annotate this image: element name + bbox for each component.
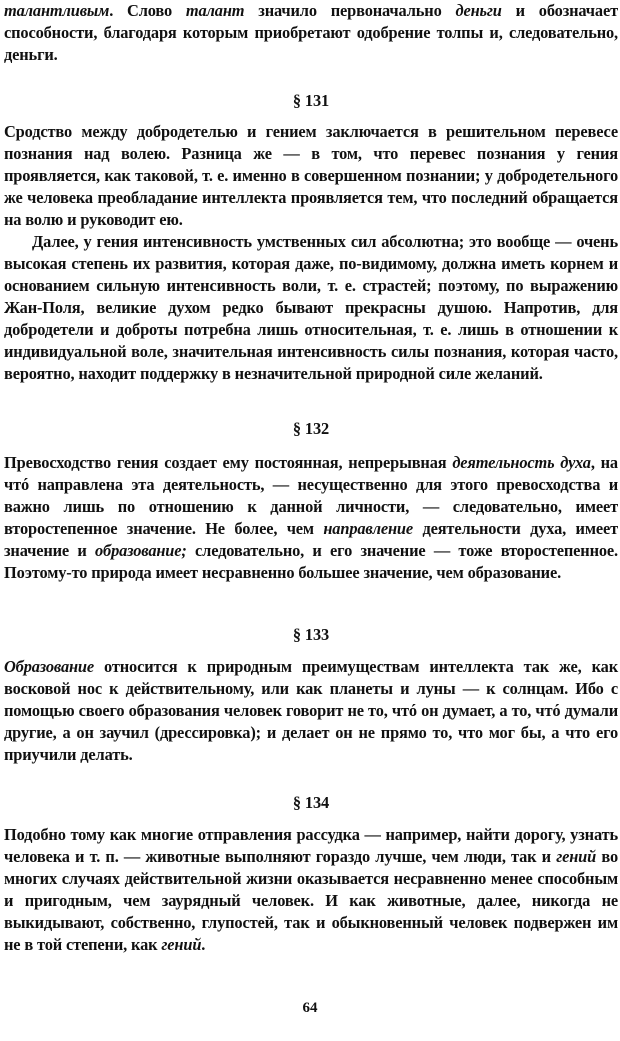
- section-132-paragraph: Превосходство гения создает ему постоянная, непрерывная деятельность духа, на чтó направлена эта деятельность, — несущественно для этого превосходства и важно лишь по отношению к данной личности, — следовательно, имеет второстепенное значение. Не более, чем направление деятельности духа, имеет значение и образование; следовательно, и его значение — тоже второстепенное. Поэтому-то природа имеет несравненно большее значение, чем образование.: [4, 453, 618, 582]
- section-133-body: [4, 656, 618, 766]
- section-134-body: [4, 824, 618, 956]
- section-heading-132: § 132: [292, 419, 330, 438]
- section-heading-133: § 133: [292, 625, 330, 644]
- page-number: 64: [302, 1000, 318, 1016]
- continued-paragraph: талантливым. Слово талант значило первоначально деньги и обозначает способности, благодаря которым приобретают одобрение толпы и, следовательно, деньги.: [4, 1, 618, 64]
- section-heading-131: § 131: [292, 91, 330, 110]
- section-134-paragraph: Подобно тому как многие отправления рассудка — например, найти дорогу, узнать человека и т. п. — животные выполняют гораздо лучше, чем люди, так и гений во многих случаях действительной жизни оказывается несравненно менее способным и пригодным, чем заурядный человек. И как животные, далее, никогда не выкидывают, собственно, глупостей, так и обыкновенный человек подвержен им не в той степени, как гений.: [4, 825, 618, 954]
- emphasis-text: талантливым: [4, 1, 110, 20]
- emphasis-text: гений: [556, 847, 597, 866]
- emphasis-text: направление: [323, 519, 414, 538]
- emphasis-text: талант: [185, 1, 245, 20]
- emphasis-text: Образование: [4, 657, 95, 676]
- emphasis-text: гений: [161, 935, 202, 954]
- emphasis-text: деятельность духа: [452, 453, 591, 472]
- section-heading-134: § 134: [292, 793, 330, 812]
- section-133-paragraph: Образование относится к природным преимуществам интеллекта так же, как восковой нос к действительному, или как планеты и луны — к солнцам. Ибо с помощью своего образования человек говорит не то, чтó он думает, а то, чтó думали другие, а он заучил (дрессировка); и делает он не прямо то, что мог бы, а что его приучили делать.: [4, 657, 618, 764]
- section-131-paragraph-1: Сродство между добродетелью и гением заключается в решительном перевесе познания над волею. Разница же — в том, что перевес познания у гения проявляется, как таковой, т. е. именно в совершенном познании; у добродетельного же человека преобладание интеллекта проявляется тем, что последний обращается на волю и руководит ею.: [4, 122, 618, 229]
- emphasis-text: деньги: [455, 1, 502, 20]
- emphasis-text: образование;: [95, 541, 187, 560]
- book-page: [4, 0, 618, 954]
- section-132-body: [4, 452, 618, 584]
- section-131-body: [4, 121, 618, 385]
- section-131-paragraph-2: Далее, у гения интенсивность умственных сил абсолютна; это вообще — очень высокая степень их развития, которая даже, по-видимому, должна иметь корнем и основанием сильную интенсивность воли, т. е. страстей; поэтому, по выражению Жан-Поля, великие духом редко бывают прекрасны душою. Напротив, для добродетели и доброты потребна лишь относительная, т. е. лишь в отношении к индивидуальной воле, значительная интенсивность силы познания, которая часто, вероятно, находит поддержку в незначительной природной силе желаний.: [4, 232, 618, 383]
